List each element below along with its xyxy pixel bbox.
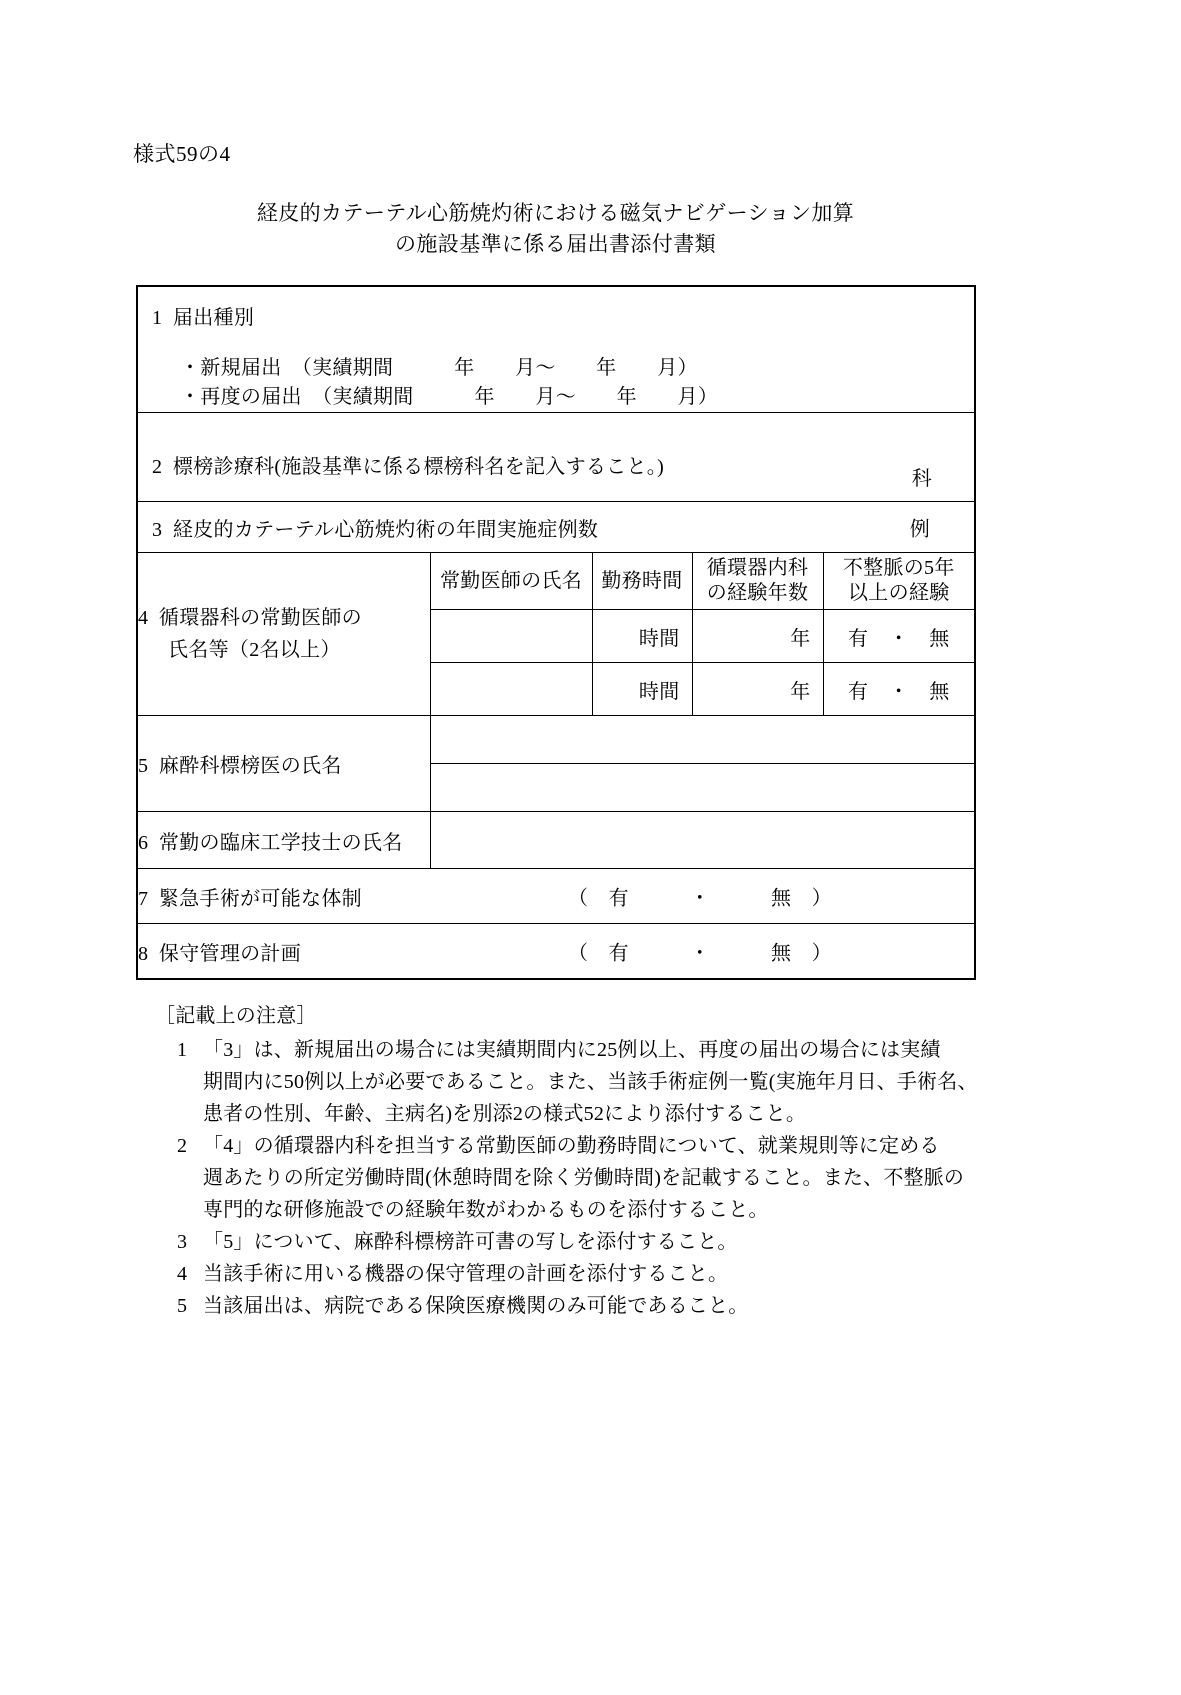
section4-row2-years-unit: 年 bbox=[790, 680, 811, 703]
note-3-number: 3 bbox=[177, 1231, 188, 1253]
section5-value-row2[interactable] bbox=[430, 764, 975, 812]
form-table bbox=[136, 285, 976, 980]
note-item-5 bbox=[155, 1290, 1005, 1322]
section4-row1-years[interactable] bbox=[692, 610, 823, 663]
note-4-number: 4 bbox=[177, 1263, 188, 1285]
section4-row1-experience[interactable] bbox=[823, 610, 975, 663]
section5-label: 麻酔科標榜医の氏名 bbox=[158, 755, 342, 777]
document-title-line2: の施設基準に係る届出書添付書類 bbox=[395, 232, 716, 256]
note-1-line-2: 期間内に50例以上が必要であること。また、当該手術症例一覧(実施年月日、手術名、 bbox=[203, 1071, 978, 1093]
section7-heading bbox=[138, 888, 362, 910]
document-title-line1: 経皮的カテーテル心筋焼灼術における磁気ナビゲーション加算 bbox=[256, 201, 855, 225]
section4-row1-experience-choice: 有 ・ 無 bbox=[848, 627, 950, 650]
document-title bbox=[133, 198, 978, 260]
notes-section bbox=[155, 1000, 1005, 1322]
section3-number: 3 bbox=[152, 518, 163, 541]
section4-row1-hours-unit: 時間 bbox=[638, 627, 680, 650]
table-row-section4-header bbox=[137, 553, 975, 610]
note-2-line-2: 週あたりの所定労働時間(休憩時間を除く労働時間)を記載すること。また、不整脈の bbox=[203, 1167, 965, 1189]
section7-label: 緊急手術が可能な体制 bbox=[158, 887, 362, 910]
note-1-body bbox=[203, 1034, 1005, 1130]
section4-label-line2: 氏名等（2名以上） bbox=[168, 639, 341, 661]
form-number: 様式59の4 bbox=[133, 142, 231, 166]
section1-heading bbox=[138, 287, 974, 330]
section7-cell bbox=[137, 869, 975, 924]
section4-row1-hours[interactable] bbox=[592, 610, 692, 663]
note-4-line-1: 当該手術に用いる機器の保守管理の計画を添付すること。 bbox=[203, 1263, 729, 1285]
note-1-line-3: 患者の性別、年齢、主病名)を別添2の様式52により添付すること。 bbox=[203, 1103, 807, 1125]
table-row-section5-first bbox=[137, 716, 975, 764]
section8-label: 保守管理の計画 bbox=[158, 942, 302, 965]
section4-row1-name[interactable] bbox=[430, 610, 592, 663]
section1-bullet-repeat: ・再度の届出 （実績期間 年 月～ 年 月） bbox=[180, 386, 719, 408]
section3-label: 経皮的カテーテル心筋焼灼術の年間実施症例数 bbox=[172, 518, 599, 541]
notes-title: ［記載上の注意］ bbox=[155, 1005, 317, 1027]
note-item-4 bbox=[155, 1258, 1005, 1290]
section1-label: 届出種別 bbox=[172, 307, 255, 329]
note-4-body bbox=[203, 1258, 1005, 1290]
section2-heading bbox=[138, 436, 974, 479]
table-row-section6 bbox=[137, 812, 975, 869]
note-2-line-3: 専門的な研修施設での経験年数がわかるものを添付すること。 bbox=[203, 1199, 769, 1221]
table-row-section1 bbox=[137, 286, 975, 413]
section4-row2-experience[interactable] bbox=[823, 663, 975, 716]
section8-cell bbox=[137, 924, 975, 980]
section8-heading bbox=[138, 943, 301, 965]
section1-bullets bbox=[138, 354, 974, 412]
section2-label: 標榜診療科(施設基準に係る標榜科名を記入すること。) bbox=[172, 455, 665, 478]
section4-header-years-line1: 循環器内科 bbox=[706, 557, 809, 579]
section4-label-cell bbox=[137, 553, 430, 716]
section1-bullet-new: ・新規届出 （実績期間 年 月～ 年 月） bbox=[180, 357, 698, 379]
note-1-line-1: 「3」は、新規届出の場合には実績期間内に25例以上、再度の届出の場合には実績 bbox=[203, 1039, 941, 1061]
section7-number: 7 bbox=[138, 887, 149, 910]
section2-cell bbox=[137, 413, 975, 502]
table-row-section2 bbox=[137, 413, 975, 502]
section6-label-cell bbox=[137, 812, 430, 869]
section4-header-years bbox=[692, 553, 823, 610]
section3-cell bbox=[137, 502, 975, 553]
section4-row2-hours-unit: 時間 bbox=[638, 680, 680, 703]
section4-header-name: 常勤医師の氏名 bbox=[430, 553, 592, 610]
section1-number: 1 bbox=[152, 307, 163, 329]
note-2-number: 2 bbox=[177, 1135, 188, 1157]
section7-choice[interactable]: （ 有 ・ 無 ） bbox=[568, 887, 832, 910]
note-2-body bbox=[203, 1130, 1005, 1226]
section1-cell bbox=[137, 286, 975, 413]
section4-row1-years-unit: 年 bbox=[790, 627, 811, 650]
table-row-section8 bbox=[137, 924, 975, 980]
section2-unit: 科 bbox=[911, 468, 932, 490]
section3-heading bbox=[138, 519, 598, 541]
note-5-body bbox=[203, 1290, 1005, 1322]
note-5-number: 5 bbox=[177, 1295, 188, 1317]
section5-label-cell bbox=[137, 716, 430, 812]
note-item-1 bbox=[155, 1034, 1005, 1130]
section8-number: 8 bbox=[138, 942, 149, 965]
section3-unit: 例 bbox=[909, 518, 930, 541]
section4-row2-experience-choice: 有 ・ 無 bbox=[848, 680, 950, 703]
section4-row2-years[interactable] bbox=[692, 663, 823, 716]
section6-value[interactable] bbox=[430, 812, 975, 869]
section4-row2-hours[interactable] bbox=[592, 663, 692, 716]
section4-number: 4 bbox=[138, 607, 149, 629]
section5-number: 5 bbox=[138, 755, 149, 777]
note-1-number: 1 bbox=[177, 1039, 188, 1061]
section4-header-experience-line2: 以上の経験 bbox=[848, 582, 950, 604]
note-2-line-1: 「4」の循環器内科を担当する常勤医師の勤務時間について、就業規則等に定める bbox=[203, 1135, 940, 1157]
section4-header-years-line2: の経験年数 bbox=[706, 582, 809, 604]
section4-header-experience-line1: 不整脈の5年 bbox=[842, 557, 955, 579]
note-item-2 bbox=[155, 1130, 1005, 1226]
section6-label: 常勤の臨床工学技士の氏名 bbox=[158, 831, 403, 854]
section4-header-hours: 勤務時間 bbox=[592, 553, 692, 610]
section4-label-line1: 循環器科の常勤医師の bbox=[158, 607, 362, 629]
section4-heading bbox=[138, 602, 430, 634]
section8-choice[interactable]: （ 有 ・ 無 ） bbox=[568, 942, 832, 965]
note-5-line-1: 当該届出は、病院である保険医療機関のみ可能であること。 bbox=[203, 1295, 749, 1317]
note-3-line-1: 「5」について、麻酔科標榜許可書の写しを添付すること。 bbox=[203, 1231, 738, 1253]
section4-row2-name[interactable] bbox=[430, 663, 592, 716]
note-3-body bbox=[203, 1226, 1005, 1258]
note-item-3 bbox=[155, 1226, 1005, 1258]
table-row-section7 bbox=[137, 869, 975, 924]
section6-number: 6 bbox=[138, 831, 149, 854]
table-row-section3 bbox=[137, 502, 975, 553]
section4-header-experience bbox=[823, 553, 975, 610]
section5-value-row1[interactable] bbox=[430, 716, 975, 764]
section2-number: 2 bbox=[152, 455, 163, 478]
